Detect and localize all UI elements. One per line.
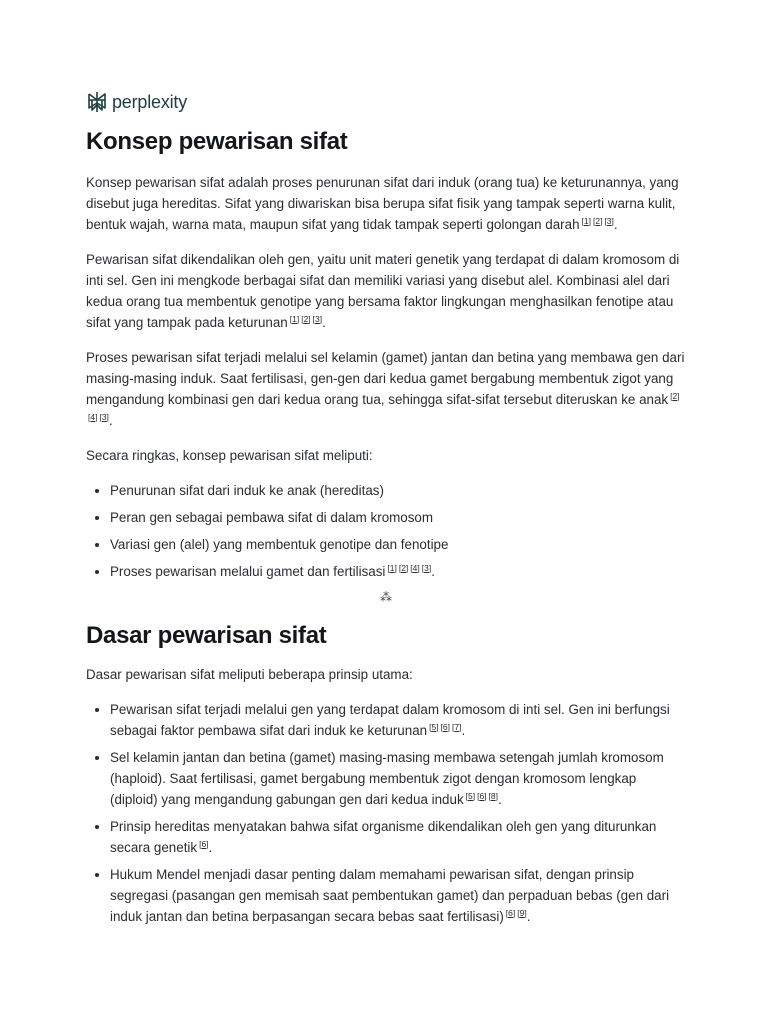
citations (427, 723, 461, 738)
paragraph: Dasar pewarisan sifat meliputi beberapa prinsip utama: (86, 667, 413, 682)
citation-link[interactable]: [2] (670, 390, 680, 401)
section-title: Konsep pewarisan sifat (86, 128, 348, 155)
list-item: • Peran gen sebagai pembawa sifat di dalam kromosom (110, 507, 686, 528)
citation-link[interactable]: [4] (88, 411, 98, 422)
perplexity-logo-icon (86, 90, 108, 114)
brand-name: perplexity (112, 91, 188, 112)
citation-link[interactable]: [5] (465, 790, 476, 801)
list-item: • Variasi gen (alel) yang membentuk genotipe dan fenotipe (110, 534, 686, 555)
citation-link[interactable]: [2] (301, 313, 311, 324)
bullet-list (86, 480, 686, 582)
paragraph: Secara ringkas, konsep pewarisan sifat meliputi: (86, 448, 373, 463)
citation-link[interactable]: [3] (312, 313, 323, 324)
paragraph: Proses pewarisan sifat terjadi melalui sel kelamin (gamet) jantan dan betina yang membawa gen dari masing-masing induk. Saat fertilisasi, gen-gen dari kedua gamet bergabung membentuk zigot yang mengandung kombinasi gen dari kedua orang tua, sehingga sifat-sifat tersebut diteruskan ke anak [2][4] [3]. (86, 350, 685, 428)
citation-link[interactable]: [3] (604, 215, 614, 226)
citations (464, 792, 498, 807)
citations (288, 315, 322, 330)
list-item: • Penurunan sifat dari induk ke anak (hereditas) (110, 480, 686, 501)
citation-link[interactable]: [7] (452, 721, 462, 732)
bullet-list (86, 699, 686, 927)
citation-link[interactable]: [2] (398, 562, 409, 573)
citations (580, 217, 614, 232)
citation-link[interactable]: [3] (421, 562, 432, 573)
citation-link[interactable]: [9] (517, 907, 527, 918)
paragraph: Konsep pewarisan sifat adalah proses penurunan sifat dari induk (orang tua) ke keturunannya, yang disebut juga hereditas. Sifat yang diwariskan bisa berupa sifat fisik yang tampak seperti warna kulit, bentuk wajah, warna mata, maupun sifat yang tidak tampak seperti golongan darah [1] [2] [3]. (86, 175, 679, 232)
citations (385, 564, 431, 579)
citation-link[interactable]: [6] (440, 721, 451, 732)
article (86, 128, 686, 935)
citation-link[interactable]: [8] (488, 790, 498, 801)
citation-link[interactable]: [1] (387, 562, 397, 573)
list-item: • Proses pewarisan melalui gamet dan fertilisasi [1] [2] [4] [3]. (110, 561, 686, 582)
citation-link[interactable]: [1] (581, 215, 591, 226)
list-item: • Hukum Mendel menjadi dasar penting dalam memahami pewarisan sifat, dengan prinsip segregasi (pasangan gen memisah saat pembentukan gamet) dan perpaduan bebas (gen dari induk jantan dan betina berpasangan secara bebas saat fertilisasi) [6] [9]. (110, 864, 686, 927)
citations (197, 840, 208, 855)
citation-link[interactable]: [6] (199, 838, 209, 849)
paragraph: Pewarisan sifat dikendalikan oleh gen, yaitu unit materi genetik yang terdapat di dalam kromosom di inti sel. Gen ini mengkode berbagai sifat dan memiliki variasi yang disebut alel. Kombinasi alel dari kedua orang tua membentuk genotipe yang bersama faktor lingkungan menghasilkan fenotipe atau sifat yang tampak pada keturunan [1] [2] [3]. (86, 252, 680, 330)
citation-link[interactable]: [6] (505, 907, 516, 918)
citation-link[interactable]: [1] (289, 313, 300, 324)
citation-link[interactable]: [4] (410, 562, 420, 573)
list-item: • Pewarisan sifat terjadi melalui gen yang terdapat dalam kromosom di inti sel. Gen ini berfungsi sebagai faktor pembawa sifat dari induk ke keturunan [5] [6] [7]. (110, 699, 686, 741)
citation-link[interactable]: [6] (477, 790, 487, 801)
section-title: Dasar pewarisan sifat (86, 622, 327, 649)
list-item: • Sel kelamin jantan dan betina (gamet) masing-masing membawa setengah jumlah kromosom (haploid). Saat fertilisasi, gamet bergabung membentuk zigot dengan kromosom lengkap (diploid) yang mengandung gabungan gen dari kedua induk [5] [6] [8]. (110, 747, 686, 810)
brand-header (86, 90, 187, 114)
citation-link[interactable]: [5] (429, 721, 439, 732)
list-item: • Prinsip hereditas menyatakan bahwa sifat organisme dikendalikan oleh gen yang diturunkan secara genetik [6]. (110, 816, 686, 858)
citation-link[interactable]: [2] (592, 215, 603, 226)
section-divider: ⁂ (380, 590, 392, 604)
citations (504, 909, 527, 924)
citation-link[interactable]: [3] (99, 411, 109, 422)
